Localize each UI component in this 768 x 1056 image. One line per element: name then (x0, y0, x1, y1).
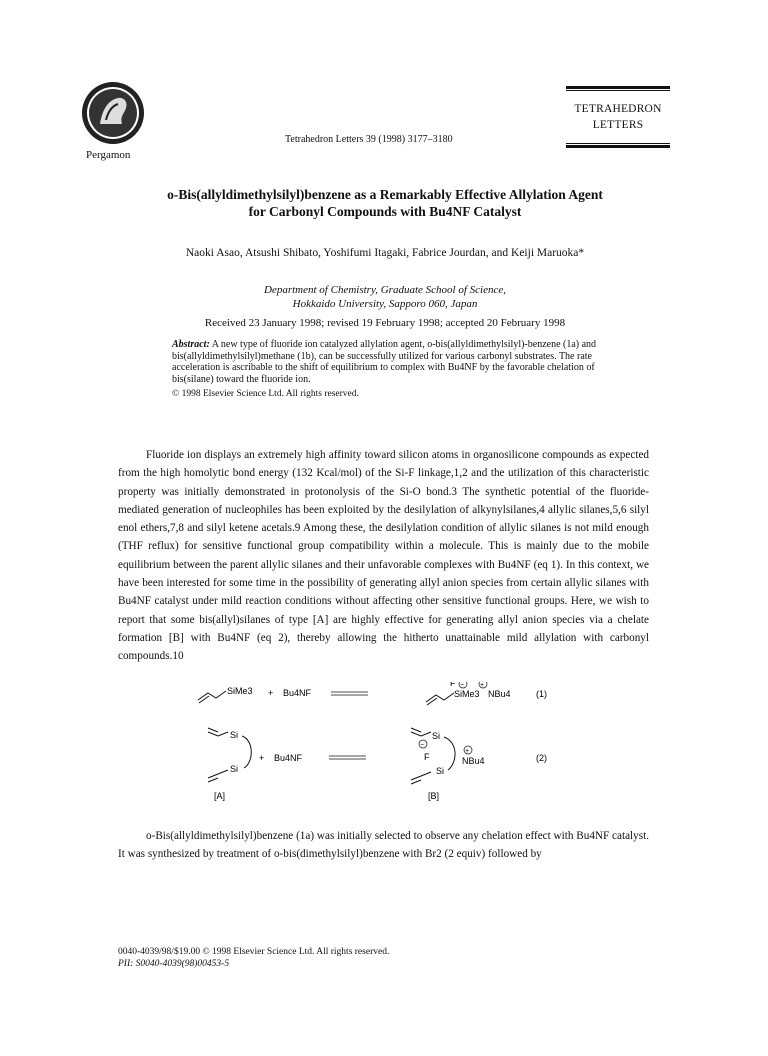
affiliation (90, 283, 680, 311)
equation-1 (198, 682, 547, 705)
publisher-name: Pergamon (86, 149, 131, 161)
affiliation-line2: Hokkaido University, Sapporo 060, Japan (292, 298, 478, 310)
eq1-product-ammonium: NBu4 (488, 689, 511, 699)
eq2-si-top: Si (230, 730, 239, 740)
eq2-ammonium: NBu4 (462, 756, 485, 766)
eq2-plus-charge: + (465, 748, 470, 755)
title-line2: for Carbonyl Compounds with Bu4NF Catalyst (248, 204, 522, 219)
eq1-fluoride: F (450, 682, 456, 688)
abstract-text: A new type of fluoride ion catalyzed allylation agent, o-bis(allyldimethylsilyl)-benzene (1a) and bis(allyldimethylsilyl)methane (1b), can be successfully utilized for various carbonyl substrates. The rate acceleration is ascribable to the shift of equilibrium to complex with Bu4NF by the favorable chelation of bis(silane) toward the fluoride ion. (172, 339, 597, 385)
citation: Tetrahedron Letters 39 (1998) 3177–3180 (285, 134, 453, 145)
eq2-product-si-top: Si (432, 731, 441, 741)
eq2-product-fluoride: F (424, 752, 430, 762)
eq1-number: (1) (536, 689, 547, 699)
eq2-minus-charge: − (420, 742, 425, 749)
eq2-product-si-bottom: Si (436, 766, 445, 776)
footer-price-line: 0040-4039/98/$19.00 © 1998 Elsevier Science Ltd. All rights reserved. (118, 947, 390, 957)
eq1-plus-charge: + (480, 682, 485, 689)
label-B: [B] (428, 791, 440, 801)
abstract (172, 339, 600, 385)
footer-pii: PII: S0040-4039(98)00453-5 (118, 959, 230, 969)
publisher-logo (80, 80, 146, 146)
paragraph-2: o-Bis(allyldimethylsilyl)benzene (1a) was initially selected to observe any chelation effect with Bu4NF catalyst. It was synthesized by treatment of o-bis(dimethylsilyl)benzene with Br2 (2 equiv) followed by (118, 830, 649, 861)
journal-name-line2: LETTERS (592, 119, 644, 131)
reaction-scheme (186, 682, 586, 802)
body-text (118, 446, 649, 666)
label-A: [A] (214, 791, 226, 801)
received-dates: Received 23 January 1998; revised 19 February 1998; accepted 20 February 1998 (204, 317, 566, 329)
footer (118, 946, 389, 970)
abstract-label: Abstract: (172, 339, 210, 350)
eq1-reagent: Bu4NF (283, 688, 312, 698)
body-text-continued (118, 827, 649, 864)
eq2-reagent: Bu4NF (274, 753, 303, 763)
abstract-copyright: © 1998 Elsevier Science Ltd. All rights reserved. (172, 389, 359, 399)
article-title (90, 186, 680, 220)
eq1-product-silane: SiMe3 (454, 689, 480, 699)
eq2-si-bottom: Si (230, 764, 239, 774)
eq2-number: (2) (536, 753, 547, 763)
paragraph-1: Fluoride ion displays an extremely high affinity toward silicon atoms in organosilicone compounds as expected from the high homolytic bond energy (132 Kcal/mol) of the Si-F linkage,1,2 and the utilization of this characteristic property was initially demonstrated in protonolysis of the Si-O bond.3 The synthetic potential of the fluoride-mediated generation of nucleophiles has been exploited by the desilylation of alkynylsilanes,4 allylic silanes,5,6 silyl enol ethers,7,8 and silyl ketene acetals.9 Among these, the desilylation condition of allylic silanes is not mild enough (THF reflux) for sensitive functional group compatibility within a molecule. This is mainly due to the mobile equilibrium between the parent allylic silanes and their unfavorable complexes with Bu4NF (eq 1). In this context, we have been interested for some time in the possibility of generating allyl anion species from certain allylic silanes with Bu4NF catalyst under mild reaction conditions without affecting other sensitive functional groups. Here, we wish to report that some bis(allyl)silanes of type [A] are highly effective for generating allyl anion species via a chelate formation [B] with Bu4NF (eq 2), thereby allowing the hitherto unattainable mild allylation with carbonyl compounds.10 (118, 449, 649, 663)
affiliation-line1: Department of Chemistry, Graduate School of Science, (264, 284, 506, 296)
eq1-plus: + (268, 688, 274, 698)
eq1-reactant: SiMe3 (227, 686, 253, 696)
title-line1: o-Bis(allyldimethylsilyl)benzene as a Remarkably Effective Allylation Agent (167, 187, 603, 202)
journal-name-line1: TETRAHEDRON (574, 103, 662, 115)
journal-masthead (566, 86, 670, 148)
eq2-plus: + (259, 753, 265, 763)
eq1-minus-charge: − (460, 682, 465, 689)
equation-2 (208, 728, 547, 801)
authors: Naoki Asao, Atsushi Shibato, Yoshifumi Itagaki, Fabrice Jourdan, and Keiji Maruoka* (185, 247, 585, 259)
